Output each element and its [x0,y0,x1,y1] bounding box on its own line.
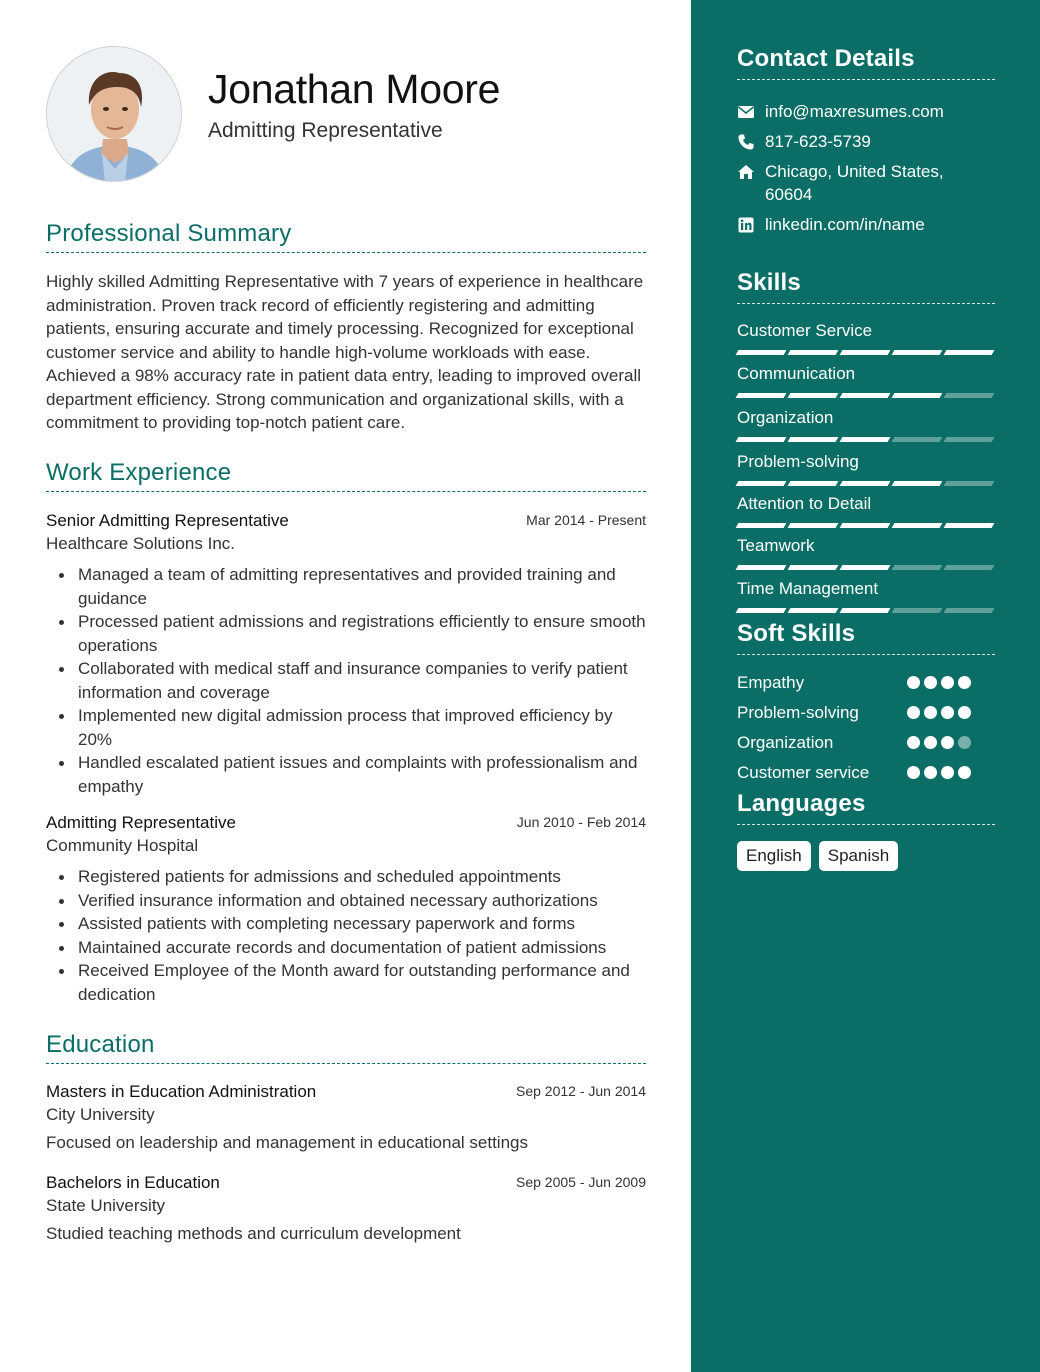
soft-skill-item [737,733,995,753]
skill-level-segment [892,481,943,486]
skill-level-segment [892,523,943,528]
language-tag: Spanish [819,841,898,871]
profile-photo [46,46,182,182]
school-name: State University [46,1196,166,1215]
soft-skill-level-dot [941,706,954,719]
contact-heading: Contact Details [737,45,995,80]
skill-name: Teamwork [737,536,815,555]
education-entry [46,1082,646,1153]
contact-linkedin[interactable] [737,213,995,236]
soft-skill-level-dots [907,766,971,779]
skill-level-segment [840,608,891,613]
degree-title: Masters in Education Administration [46,1082,317,1101]
skill-level-segment [892,393,943,398]
skill-level-segment [736,350,787,355]
skill-level-segment [944,350,995,355]
soft-skill-item [737,763,995,783]
soft-skill-level-dot [941,676,954,689]
soft-skill-level-dot [907,736,920,749]
skill-item [737,408,995,442]
contact-email-text: info@maxresumes.com [765,102,944,121]
education-heading: Education [46,1031,646,1064]
soft-skill-level-dots [907,706,971,719]
soft-skill-level-dots [907,736,971,749]
skill-level-segment [840,437,891,442]
skill-item [737,321,995,355]
skill-level-bars [737,393,995,398]
job-bullet: Maintained accurate records and documentation of patient admissions [46,936,646,960]
skill-level-segment [892,565,943,570]
job-bullet: Received Employee of the Month award for outstanding performance and dedication [46,959,646,1006]
education-date: Sep 2012 - Jun 2014 [516,1083,646,1099]
contact-address-text: Chicago, United States, 60604 [765,162,944,204]
soft-skill-name: Customer service [737,763,870,782]
skill-level-segment [840,565,891,570]
job-date: Mar 2014 - Present [526,512,646,528]
skill-level-segment [736,393,787,398]
soft-skill-level-dot [958,706,971,719]
skill-level-segment [944,565,995,570]
soft-skill-level-dot [907,706,920,719]
job-bullet: Collaborated with medical staff and insurance companies to verify patient information and coverage [46,657,646,704]
skill-level-segment [892,437,943,442]
skill-name: Organization [737,408,834,427]
skill-level-segment [840,350,891,355]
soft-skill-level-dots [907,676,971,689]
job-entry [46,813,646,1006]
skill-level-segment [788,481,839,486]
skill-level-segment [840,523,891,528]
skill-name: Attention to Detail [737,494,872,513]
candidate-name: Jonathan Moore [208,66,501,112]
education-description: Studied teaching methods and curriculum development [46,1224,461,1243]
soft-skill-level-dot [924,766,937,779]
skill-level-bars [737,565,995,570]
skill-name: Problem-solving [737,452,859,471]
summary-text: Highly skilled Admitting Representative with 7 years of experience in healthcare administration. Proven track record of efficiently registering and admitting patients, ensuring accurate and timely processing. Recognized for exceptional customer service and ability to handle high-volume workloads with ease. Achieved a 98% accuracy rate in patient data entry, leading to improved overall department efficiency. Strong communication and organizational skills, with a commitment to providing top-notch patient care. [46,272,644,432]
contact-address [737,160,995,206]
job-bullet: Managed a team of admitting representatives and provided training and guidance [46,563,646,610]
skill-level-segment [892,608,943,613]
skill-level-segment [944,393,995,398]
languages-list [737,841,898,871]
skill-item [737,579,995,613]
soft-skill-level-dot [924,706,937,719]
skill-item [737,494,995,528]
soft-skills-heading: Soft Skills [737,620,995,655]
phone-icon [737,133,755,151]
contact-email[interactable] [737,100,995,123]
skill-level-bars [737,481,995,486]
skill-level-segment [944,437,995,442]
degree-title: Bachelors in Education [46,1173,220,1192]
job-bullet: Handled escalated patient issues and complaints with professionalism and empathy [46,751,646,798]
envelope-icon [737,103,755,121]
home-icon [737,163,755,181]
job-bullet: Assisted patients with completing necessary paperwork and forms [46,912,646,936]
job-company: Healthcare Solutions Inc. [46,534,235,553]
skill-level-segment [944,608,995,613]
experience-heading: Work Experience [46,459,646,492]
skill-item [737,536,995,570]
school-name: City University [46,1105,155,1124]
job-bullet: Processed patient admissions and registrations efficiently to ensure smooth operations [46,610,646,657]
soft-skill-level-dot [907,676,920,689]
skill-level-bars [737,437,995,442]
soft-skill-item [737,703,995,723]
contact-linkedin-text: linkedin.com/in/name [765,215,925,234]
languages-heading: Languages [737,790,995,825]
job-date: Jun 2010 - Feb 2014 [516,814,646,830]
soft-skill-name: Problem-solving [737,703,859,722]
soft-skill-level-dot [924,676,937,689]
soft-skill-item [737,673,995,693]
job-entry [46,511,646,798]
skill-level-segment [944,523,995,528]
skills-heading: Skills [737,269,995,304]
skill-level-segment [840,481,891,486]
skill-level-segment [736,608,787,613]
skill-item [737,364,995,398]
soft-skill-level-dot [958,676,971,689]
skill-level-segment [736,523,787,528]
soft-skill-level-dot [958,736,971,749]
skill-level-segment [788,565,839,570]
job-bullet: Verified insurance information and obtained necessary authorizations [46,889,646,913]
skill-level-segment [892,350,943,355]
job-title: Senior Admitting Representative [46,511,289,530]
candidate-title: Admitting Representative [208,119,443,142]
skill-level-bars [737,608,995,613]
skill-name: Customer Service [737,321,873,340]
job-bullets [46,563,646,798]
sidebar [691,0,1040,1372]
skill-level-bars [737,523,995,528]
soft-skill-name: Empathy [737,673,805,692]
education-description: Focused on leadership and management in educational settings [46,1133,528,1152]
job-bullet: Implemented new digital admission process that improved efficiency by 20% [46,704,646,751]
skill-level-segment [840,393,891,398]
job-bullet: Registered patients for admissions and scheduled appointments [46,865,646,889]
skill-name: Communication [737,364,856,383]
education-entry [46,1173,646,1244]
skill-level-segment [944,481,995,486]
soft-skill-level-dot [907,766,920,779]
skill-level-segment [788,437,839,442]
contact-phone[interactable] [737,130,995,153]
skill-level-segment [788,350,839,355]
skill-level-segment [788,608,839,613]
skill-item [737,452,995,486]
soft-skill-level-dot [941,736,954,749]
skill-level-segment [736,565,787,570]
job-title: Admitting Representative [46,813,236,832]
skill-level-segment [788,523,839,528]
skill-level-segment [736,437,787,442]
education-date: Sep 2005 - Jun 2009 [516,1174,646,1190]
soft-skill-level-dot [958,766,971,779]
job-company: Community Hospital [46,836,199,855]
soft-skill-name: Organization [737,733,834,752]
summary-heading: Professional Summary [46,220,646,253]
job-bullets [46,865,646,1006]
skill-level-segment [788,393,839,398]
linkedin-icon [737,216,755,234]
skill-level-segment [736,481,787,486]
soft-skill-level-dot [924,736,937,749]
contact-phone-text: 817-623-5739 [765,132,871,151]
soft-skill-level-dot [941,766,954,779]
language-tag: English [737,841,811,871]
skill-name: Time Management [737,579,879,598]
skill-level-bars [737,350,995,355]
